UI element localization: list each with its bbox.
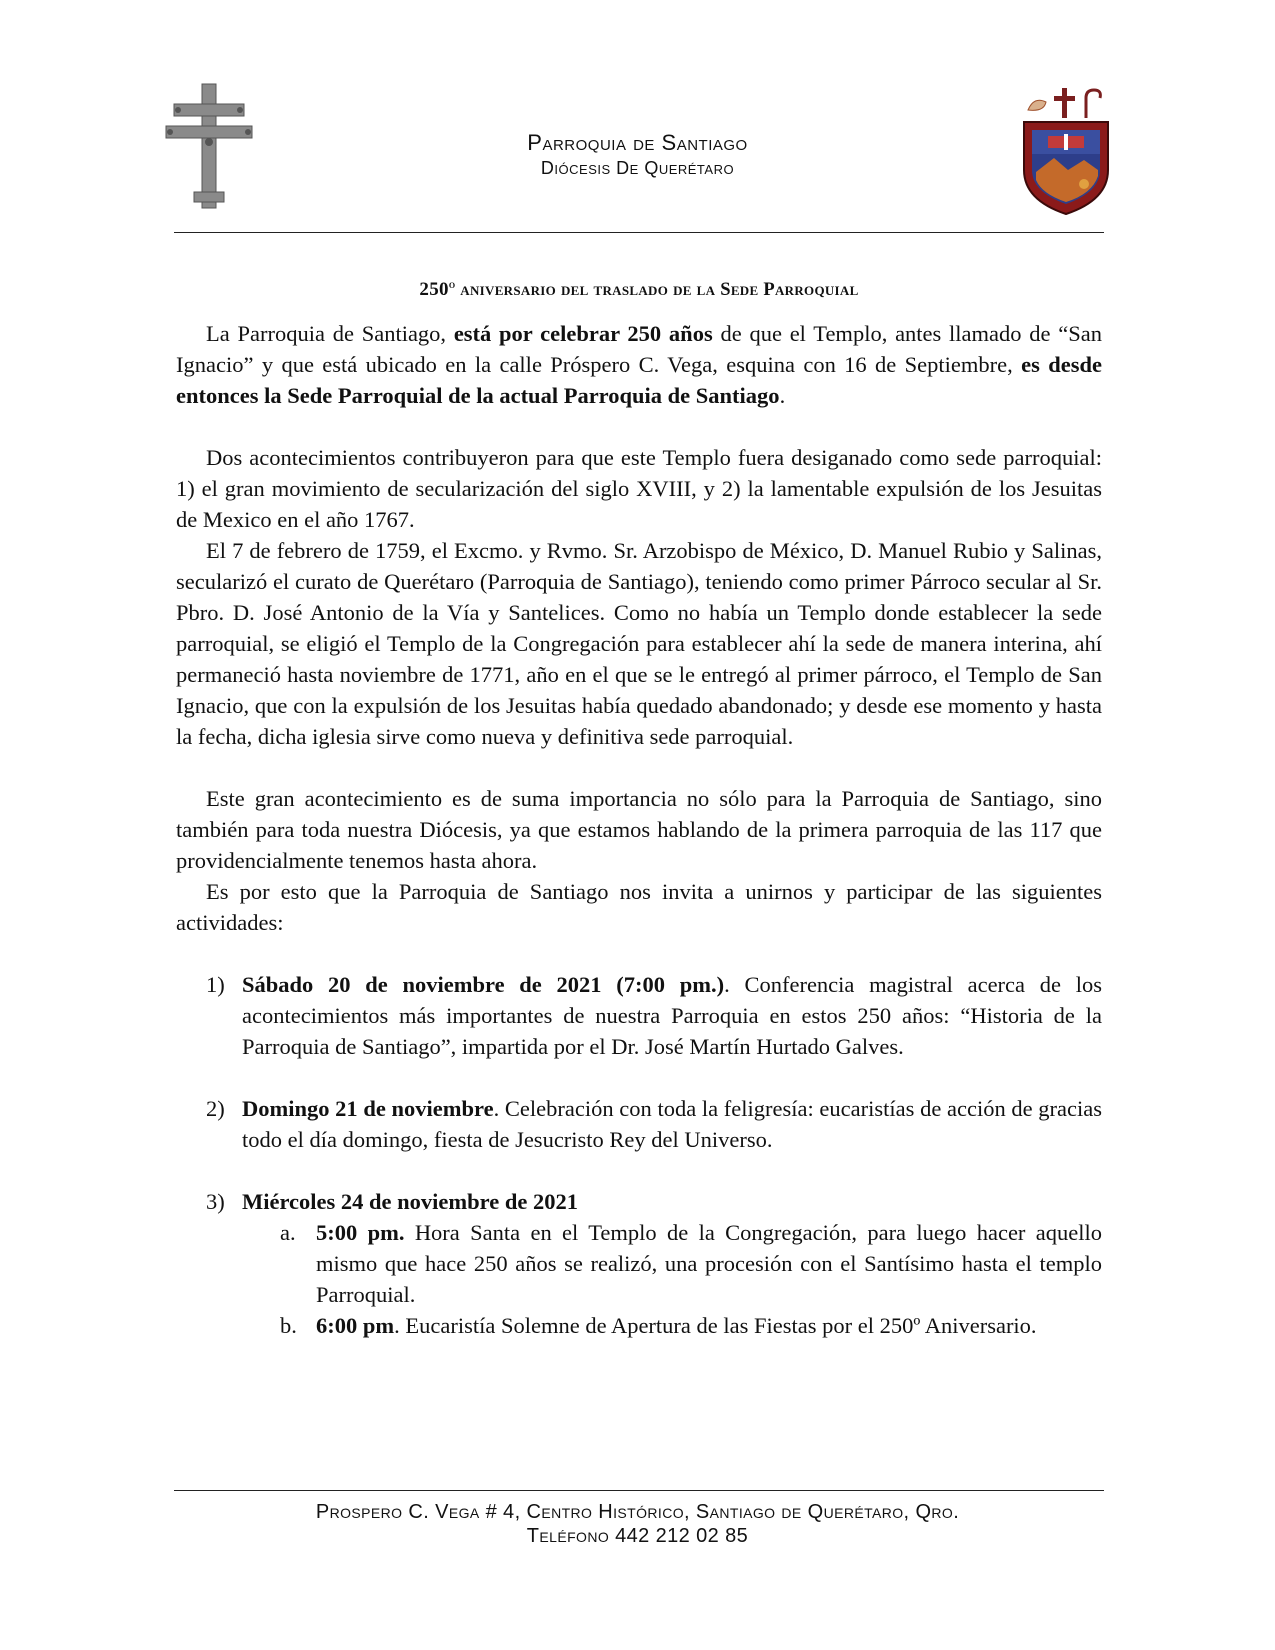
paragraph-invitation: Es por esto que la Parroquia de Santiago nos invita a unirnos y participar de las siguientes actividades: — [176, 879, 1102, 936]
activities-list — [176, 969, 1102, 1341]
parish-name: Parroquia de Santiago — [527, 130, 748, 155]
diocese-coat-of-arms-icon — [1018, 86, 1114, 216]
list-item: 2) Domingo 21 de noviembre. Celebración con toda la feligresía: eucaristías de acción de gracias todo el día domingo, fiesta de Jesucristo Rey del Universo. — [206, 1096, 1102, 1153]
sub-list-item: b. 6:00 pm. Eucaristía Solemne de Apertura de las Fiestas por el 250º Aniversario. — [280, 1313, 1037, 1339]
paragraph-events: Dos acontecimientos contribuyeron para que este Templo fuera desiganado como sede parroquial: 1) el gran movimiento de secularización del siglo XVIII, y 2) la lamentable expulsión de los Jesuitas de Mexico en el año 1767. — [176, 445, 1102, 533]
paragraph-intro: La Parroquia de Santiago, está por celebrar 250 años de que el Templo, antes llamado de “San Ignacio” y que está ubicado en la calle Próspero C. Vega, esquina con 16 de Septiembre, es desde entonces la Sede Parroquial de la actual Parroquia de Santiago. — [176, 321, 1103, 409]
footer-divider — [174, 1490, 1104, 1491]
sub-list-item: a. 5:00 pm. Hora Santa en el Templo de la Congregación, para luego hacer aquello mismo que hace 250 años se realizó, una procesión con el Santísimo hasta el templo Parroquial. — [280, 1220, 1102, 1308]
document-title: 250$^o$ aniversario del traslado de la Sede Parroquial — [419, 279, 859, 301]
diocese-name: Diócesis De Querétaro — [540, 158, 735, 178]
footer-phone-line: Teléfono 442 212 02 85 — [526, 1525, 749, 1547]
paragraph-importance: Este gran acontecimiento es de suma importancia no sólo para la Parroquia de Santiago, sino también para toda nuestra Diócesis, ya que estamos hablando de la primera parroquia de las 117 que providencialmente tenemos hasta ahora. — [176, 786, 1102, 874]
document-body — [176, 270, 1102, 1341]
list-item: 1) Sábado 20 de noviembre de 2021 (7:00 pm.). Conferencia magistral acerca de los acontecimientos más importantes de nuestra Parroquia en estos 250 años: “Historia de la Parroquia de Santiago”, impartida por el Dr. José Martín Hurtado Galves. — [206, 972, 1102, 1060]
footer-address — [0, 1500, 1275, 1548]
footer-address-line: Prospero C. Vega # 4, Centro Histórico, Santiago de Querétaro, Qro. — [315, 1501, 960, 1523]
list-item: 3) Miércoles 24 de noviembre de 2021 a. 5:00 pm. Hora Santa en el Templo de la Congregación, para luego hacer aquello mismo que hace 250 años se realizó, una procesión con el Santísimo hasta el templo Parroquial. b. 6:00 pm. Eucaristía Solemne de Apertura de las Fiestas por el 250º Aniversario. — [176, 1186, 1102, 1341]
header-divider — [174, 232, 1104, 233]
paragraph-history: El 7 de febrero de 1759, el Excmo. y Rvmo. Sr. Arzobispo de México, D. Manuel Rubio y Salinas, secularizó el curato de Querétaro (Parroquia de Santiago), teniendo como primer Párroco secular al Sr. Pbro. D. José Antonio de la Vía y Santelices. Como no había un Templo donde establecer la sede parroquial, se eligió el Templo de la Congregación para establecer ahí la sede de manera interina, ahí permaneció hasta noviembre de 1771, año en el que se le entregó al primer párroco, el Templo de San Ignacio, que con la expulsión de los Jesuitas había quedado abandonado; y desde ese momento y hasta la fecha, dicha iglesia sirve como nueva y definitiva sede parroquial. — [176, 538, 1102, 750]
